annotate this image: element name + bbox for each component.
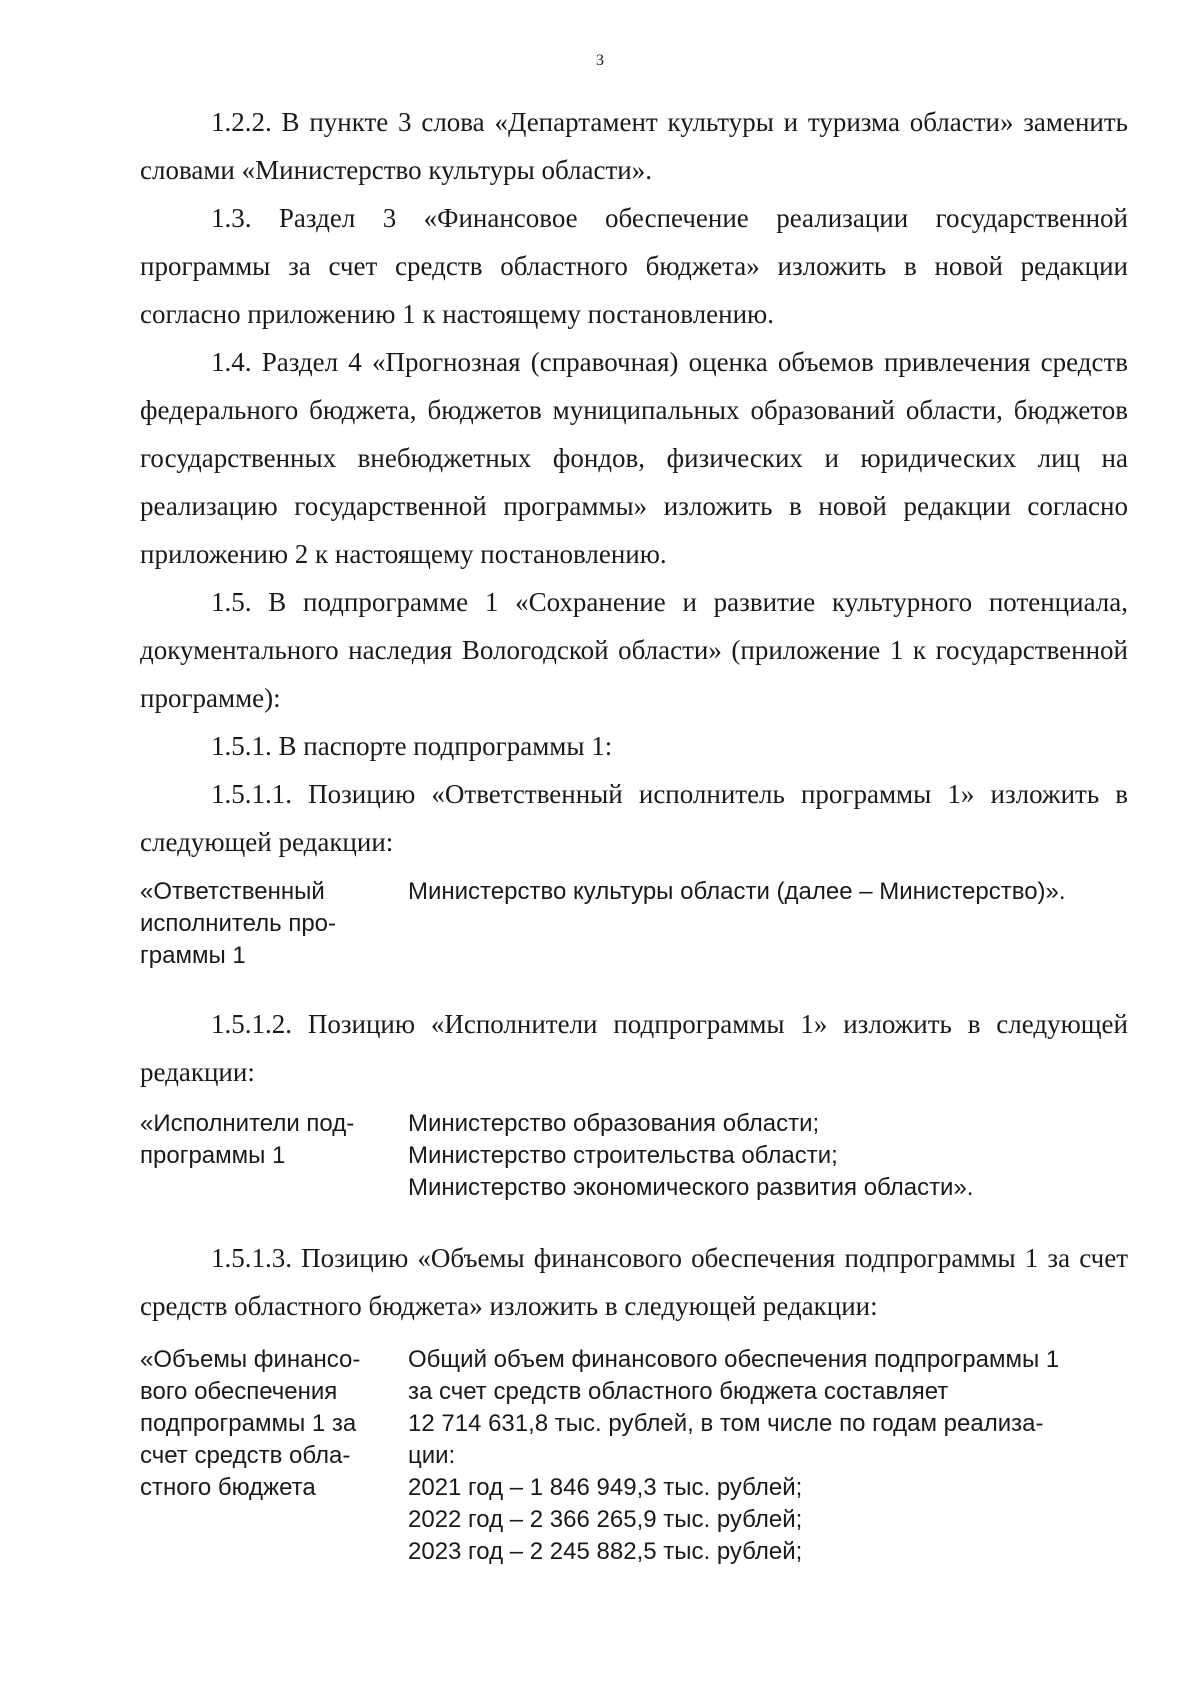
- value-line: Министерство образования области;: [408, 1110, 820, 1137]
- document-body: [140, 98, 1128, 1568]
- value-line: 2023 год – 2 245 882,5 тыс. рублей;: [408, 1538, 803, 1565]
- table-value-cell: [408, 1344, 1128, 1568]
- value-line: Общий объем финансового обеспечения подпрограммы 1: [408, 1346, 1060, 1373]
- paragraph-1-5: 1.5. В подпрограмме 1 «Сохранение и развитие культурного потенциала, документального наследия Вологодской области» (приложение 1 к государственной программе):: [140, 587, 1128, 713]
- paragraph-1-2-2: 1.2.2. В пункте 3 слова «Департамент культуры и туризма области» заменить словами «Министерство культуры области».: [140, 107, 1128, 185]
- paragraph-1-5-1: 1.5.1. В паспорте подпрограммы 1:: [211, 731, 613, 761]
- table-label-cell: [140, 1108, 408, 1204]
- value-line: 12 714 631,8 тыс. рублей, в том числе по годам реализа-: [408, 1410, 1044, 1437]
- table-value-cell: [408, 876, 1128, 972]
- value-line: ции:: [408, 1442, 456, 1469]
- table-label-cell: [140, 876, 408, 972]
- value-line: Министерство культуры области (далее – Министерство)».: [408, 878, 1066, 905]
- paragraph-1-4: 1.4. Раздел 4 «Прогнозная (справочная) оценка объемов привлечения средств федерального бюджета, бюджетов муниципальных образований области, бюджетов государственных внебюджетных фондов, физических и юридических лиц на реализацию государственной программы» изложить в новой редакции согласно приложению 2 к настоящему постановлению.: [140, 347, 1128, 569]
- label-line: граммы 1: [140, 942, 246, 969]
- paragraph-1-5-1-1: 1.5.1.1. Позицию «Ответственный исполнитель программы 1» изложить в следующей редакции:: [140, 779, 1128, 857]
- value-line: за счет средств областного бюджета составляет: [408, 1378, 949, 1405]
- label-line: «Ответственный: [140, 878, 325, 905]
- label-line: исполнитель про-: [140, 910, 337, 937]
- executors-table: [140, 1108, 1128, 1204]
- table-value-cell: [408, 1108, 1128, 1204]
- page-number: 3: [596, 52, 604, 69]
- label-line: счет средств обла-: [140, 1442, 351, 1469]
- paragraph-1-5-1-2: 1.5.1.2. Позицию «Исполнители подпрограммы 1» изложить в следующей редакции:: [140, 1009, 1128, 1087]
- responsible-executor-table: [140, 876, 1128, 972]
- label-line: «Исполнители под-: [140, 1110, 355, 1137]
- label-line: стного бюджета: [140, 1474, 316, 1501]
- label-line: «Объемы финансо-: [140, 1346, 361, 1373]
- paragraph-1-5-1-3: 1.5.1.3. Позицию «Объемы финансового обеспечения подпрограммы 1 за счет средств областного бюджета» изложить в следующей редакции:: [140, 1243, 1128, 1321]
- value-line: Министерство экономического развития области».: [408, 1174, 974, 1201]
- value-line: Министерство строительства области;: [408, 1142, 838, 1169]
- label-line: вого обеспечения: [140, 1378, 338, 1405]
- table-label-cell: [140, 1344, 408, 1568]
- paragraph-1-3: 1.3. Раздел 3 «Финансовое обеспечение реализации государственной программы за счет средств областного бюджета» изложить в новой редакции согласно приложению 1 к настоящему постановлению.: [140, 203, 1128, 329]
- label-line: подпрограммы 1 за: [140, 1410, 357, 1437]
- value-line: 2022 год – 2 366 265,9 тыс. рублей;: [408, 1506, 803, 1533]
- label-line: программы 1: [140, 1142, 286, 1169]
- value-line: 2021 год – 1 846 949,3 тыс. рублей;: [408, 1474, 803, 1501]
- financing-volume-table: [140, 1344, 1128, 1568]
